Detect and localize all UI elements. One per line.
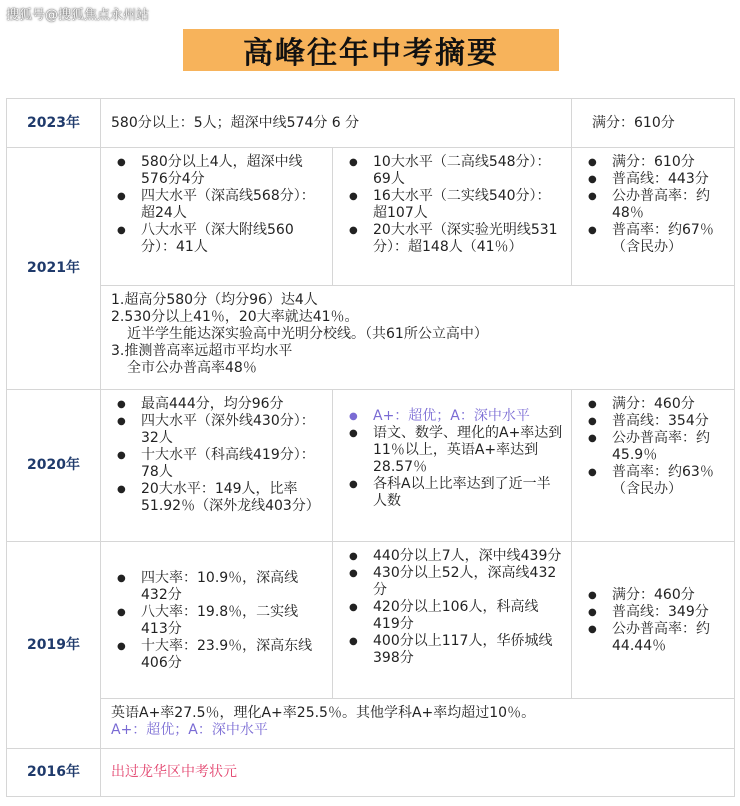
title-banner bbox=[183, 29, 559, 71]
list-item: ● 语文、数学、理化的A+率达到11％以上，英语A+率达到28.57％ bbox=[373, 425, 563, 476]
list-item: ● 八大率：19.8％，二实线413分 bbox=[141, 604, 324, 638]
list-item: ● 满分：460分 bbox=[612, 587, 726, 604]
text-2023-main: 580分以上：5人；超深中线574分 6 分 bbox=[111, 114, 360, 131]
cell-2019-notes bbox=[101, 699, 735, 749]
list-item-highlight: ● A+：超优；A：深中水平 bbox=[373, 408, 563, 425]
list-item: ● 普高线：354分 bbox=[612, 413, 726, 430]
summary-table bbox=[6, 98, 735, 797]
list-item: ● 八大水平（深大附线560分）：41人 bbox=[141, 222, 324, 256]
year-2023: 2023年 bbox=[7, 99, 101, 148]
year-2021: 2021年 bbox=[7, 148, 101, 390]
row-2023 bbox=[7, 99, 735, 148]
list-item: ● 满分：460分 bbox=[612, 396, 726, 413]
row-2019 bbox=[7, 542, 735, 699]
cell-2016 bbox=[101, 749, 735, 797]
note-line: 全市公办普高率48％ bbox=[127, 360, 257, 376]
year-2020: 2020年 bbox=[7, 390, 101, 542]
list-item: ● 430分以上52人，深高线432分 bbox=[373, 565, 563, 599]
note-line: 英语A+率27.5％，理化A+率25.5％。其他学科A+率均超过10％。 bbox=[111, 705, 536, 721]
cell-2021-notes bbox=[101, 286, 735, 390]
note-line: 1.超高分580分（均分96）达4人 bbox=[111, 292, 318, 308]
list-item: ● 420分以上106人，科高线419分 bbox=[373, 599, 563, 633]
list-item: ● 四大率：10.9％，深高线432分 bbox=[141, 570, 324, 604]
note-line: 2.530分以上41％，20大率就达41％。 bbox=[111, 309, 359, 325]
list-item: ● 普高线：443分 bbox=[612, 171, 726, 188]
text-2016: 出过龙华区中考状元 bbox=[111, 764, 237, 780]
list-item: ● 公办普高率：约45.9％ bbox=[612, 430, 726, 464]
list-item: ● 十大水平（科高线419分）：78人 bbox=[141, 447, 324, 481]
cell-2021-col3 bbox=[572, 148, 735, 286]
cell-2020-col3 bbox=[572, 390, 735, 542]
note-line-highlight: A+：超优；A：深中水平 bbox=[111, 722, 268, 738]
list-item: ● 普高线：349分 bbox=[612, 604, 726, 621]
cell-2023-full bbox=[572, 99, 735, 148]
year-2016: 2016年 bbox=[7, 749, 101, 797]
cell-2021-col2 bbox=[333, 148, 572, 286]
cell-2020-col2 bbox=[333, 390, 572, 542]
list-item: ● 580分以上4人，超深中线576分4分 bbox=[141, 154, 324, 188]
cell-2020-col1 bbox=[101, 390, 333, 542]
page-title: 高峰往年中考摘要 bbox=[243, 36, 499, 71]
list-item: ● 满分：610分 bbox=[612, 154, 726, 171]
cell-2019-col3 bbox=[572, 542, 735, 699]
note-line: 近半学生能达深实验高中光明分校线。（共61所公立高中） bbox=[127, 326, 488, 342]
list-item: ● 最高444分，均分96分 bbox=[141, 396, 324, 413]
row-2021 bbox=[7, 148, 735, 286]
list-item: ● 四大水平（深高线568分）：超24人 bbox=[141, 188, 324, 222]
year-2019: 2019年 bbox=[7, 542, 101, 749]
cell-2019-col2 bbox=[333, 542, 572, 699]
list-item: ● 440分以上7人，深中线439分 bbox=[373, 548, 563, 565]
list-item: ● 公办普高率：约44.44％ bbox=[612, 621, 726, 655]
list-item: ● 十大率：23.9％，深高东线406分 bbox=[141, 638, 324, 672]
cell-2021-col1 bbox=[101, 148, 333, 286]
list-item: ● 20大水平（深实验光明线531分）：超148人（41％） bbox=[373, 222, 563, 256]
list-item: ● 20大水平：149人，比率51.92％（深外龙线403分） bbox=[141, 481, 324, 515]
list-item: ● 四大水平（深外线430分）：32人 bbox=[141, 413, 324, 447]
row-2019-notes bbox=[7, 699, 735, 749]
list-item: ● 400分以上117人，华侨城线398分 bbox=[373, 633, 563, 667]
watermark: 搜狐号@搜狐焦点永州站 bbox=[6, 8, 150, 23]
list-item: ● 公办普高率：约48％ bbox=[612, 188, 726, 222]
list-item: ● 10大水平（二高线548分）：69人 bbox=[373, 154, 563, 188]
list-item: ● 各科A以上比率达到了近一半人数 bbox=[373, 476, 563, 510]
note-line: 3.推测普高率远超市平均水平 bbox=[111, 343, 293, 359]
row-2020 bbox=[7, 390, 735, 542]
list-item: ● 16大水平（二实线540分）：超107人 bbox=[373, 188, 563, 222]
list-item: ● 普高率：约67％（含民办） bbox=[612, 222, 726, 256]
row-2016 bbox=[7, 749, 735, 797]
list-item: ● 普高率：约63％（含民办） bbox=[612, 464, 726, 498]
cell-2019-col1 bbox=[101, 542, 333, 699]
row-2021-notes bbox=[7, 286, 735, 390]
text-2023-full: 满分：610分 bbox=[592, 114, 675, 131]
cell-2023-main bbox=[101, 99, 572, 148]
